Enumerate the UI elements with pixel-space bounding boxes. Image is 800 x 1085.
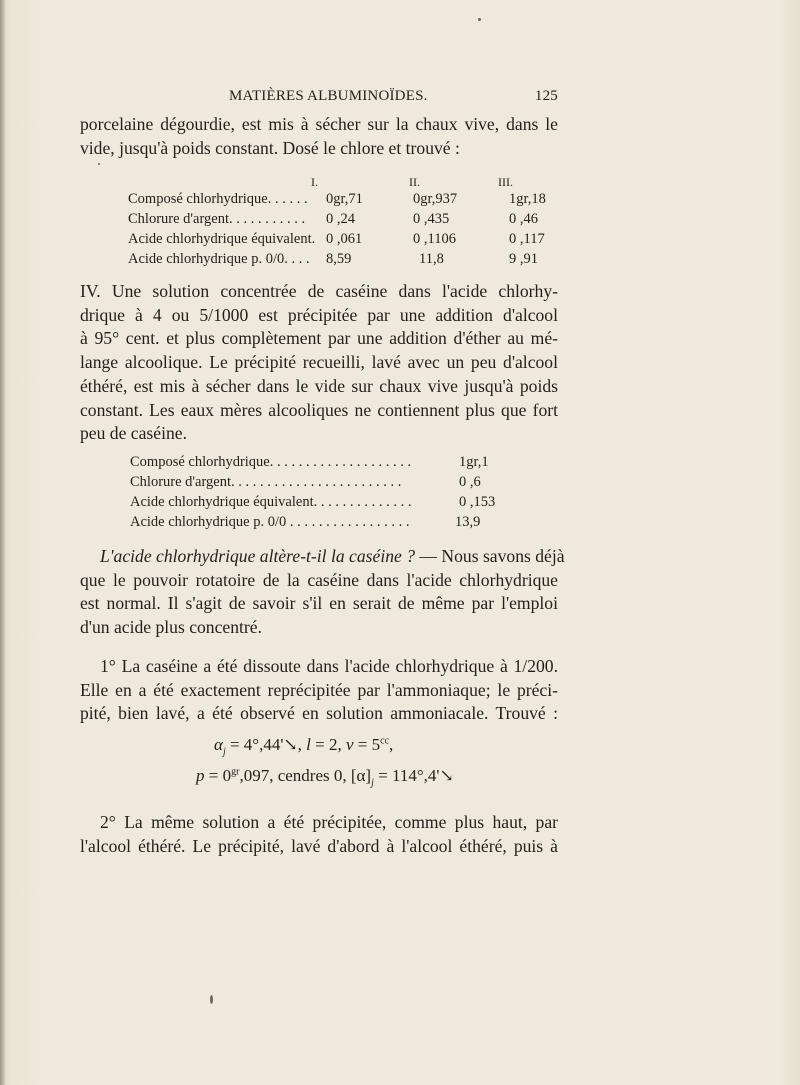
alpha-symbol: α bbox=[214, 735, 223, 754]
cell-value: 0gr,71 bbox=[326, 191, 363, 207]
text-line: peu de caséine. bbox=[80, 423, 187, 444]
row-label: Composé chlorhydrique. . . . . . bbox=[128, 191, 308, 207]
column-header: III. bbox=[498, 175, 513, 189]
rotation-value: = 114°,4'↘ bbox=[373, 766, 454, 785]
text-line: 1° La caséine a été dissoute dans l'acide chlorhydrique à 1/200. bbox=[100, 656, 558, 676]
page-spine-shadow bbox=[0, 0, 5, 1085]
text-line: éthéré, est mis à sécher dans le vide sur chaux vive jusqu'à poids bbox=[80, 375, 558, 396]
cell-value: 0 ,117 bbox=[509, 231, 545, 247]
paper-speck bbox=[98, 163, 100, 165]
weight-rest: ,097, cendres 0, bbox=[239, 766, 351, 785]
cell-value: 0 ,153 bbox=[459, 494, 496, 510]
italic-question: L'acide chlorhydrique altère-t-il la caséine ? bbox=[100, 546, 416, 566]
cell-value: 11,8 bbox=[419, 251, 444, 267]
row-label: Acide chlorhydrique équivalent. bbox=[128, 231, 316, 247]
weight-symbol: p bbox=[196, 766, 205, 785]
cell-value: 9 ,91 bbox=[509, 251, 538, 267]
cell-value: 8,59 bbox=[326, 251, 352, 267]
table-row bbox=[130, 452, 489, 473]
text-line: porcelaine dégourdie, est mis à sécher sur la chaux vive, dans le bbox=[80, 114, 558, 134]
volume-unit: cc bbox=[380, 735, 390, 747]
cell-value: 0 ,24 bbox=[326, 211, 355, 227]
text-line: IV. Une solution concentrée de caséine dans l'acide chlorhy- bbox=[80, 281, 558, 301]
row-label: Acide chlorhydrique équivalent. . . . . . . . . . . . . . bbox=[130, 494, 412, 510]
length-symbol: l bbox=[306, 735, 311, 754]
running-title: MATIÈRES ALBUMINOÏDES. bbox=[229, 88, 428, 104]
row-label: Composé chlorhydrique. . . . . . . . . . . . . . . . . . . . bbox=[130, 454, 412, 470]
text-line: vide, jusqu'à poids constant. Dosé le chlore et trouvé : bbox=[80, 137, 460, 158]
table-row bbox=[130, 472, 481, 493]
paper-speck bbox=[478, 18, 481, 21]
text-line: constant. Les eaux mères alcooliques ne contiennent plus que fort bbox=[80, 399, 558, 420]
cell-value: 0 ,46 bbox=[509, 211, 538, 227]
text-line: 2° La même solution a été précipitée, comme plus haut, par bbox=[100, 812, 558, 832]
volume-value: = 5 bbox=[353, 735, 381, 754]
paper-speck bbox=[210, 995, 213, 1004]
paragraph-two bbox=[80, 811, 558, 858]
text-line bbox=[80, 545, 565, 569]
paragraph-question bbox=[80, 545, 565, 640]
column-header: II. bbox=[409, 175, 420, 189]
cell-value: 0 ,1106 bbox=[413, 231, 456, 247]
cell-value: 0gr,937 bbox=[413, 191, 458, 207]
alpha-value: = 4°,44'↘, bbox=[225, 735, 302, 754]
table-row bbox=[130, 492, 496, 513]
text-line: d'un acide plus concentré. bbox=[80, 617, 262, 638]
cell-value: 0 ,6 bbox=[459, 474, 481, 490]
column-header: I. bbox=[311, 175, 318, 189]
length-value: = 2, bbox=[310, 735, 346, 754]
cell-value: 1gr,18 bbox=[509, 191, 546, 207]
weight-value: = 0 bbox=[204, 766, 232, 785]
text-line: Elle en a été exactement reprécipitée par l'ammoniaque; le préci- bbox=[80, 679, 558, 700]
paragraph-intro bbox=[80, 113, 558, 160]
row-label: Acide chlorhydrique p. 0/0 . . . . . . . . . . . . . . . . . bbox=[130, 514, 410, 530]
paragraph-one bbox=[80, 655, 558, 726]
row-label: Chlorure d'argent. . . . . . . . . . . . . . . . . . . . . . . . bbox=[130, 474, 402, 490]
text-line: drique à 4 ou 5/1000 est précipitée par une addition d'alcool bbox=[80, 304, 558, 325]
formula-tail: , bbox=[389, 735, 394, 754]
text-line: à 95° cent. et plus complètement par une addition d'éther au mé- bbox=[80, 328, 558, 349]
volume-symbol: v bbox=[346, 735, 354, 754]
rotation-subscript: j bbox=[371, 777, 374, 789]
page-number: 125 bbox=[534, 88, 558, 104]
text-line: l'alcool éthéré. Le précipité, lavé d'abord à l'alcool éthéré, puis à bbox=[80, 835, 558, 856]
text-line: est normal. Il s'agit de savoir s'il en serait de même par l'emploi bbox=[80, 593, 558, 614]
row-label: Chlorure d'argent. . . . . . . . . . . bbox=[128, 211, 306, 227]
rotation-formula bbox=[214, 735, 394, 758]
text-line: pité, bien lavé, a été observé en solution ammoniacale. Trouvé : bbox=[80, 703, 558, 724]
weight-unit: gr bbox=[231, 766, 240, 778]
specific-rotation-formula bbox=[196, 766, 454, 789]
alpha-subscript: j bbox=[222, 746, 226, 758]
cell-value: 0 ,435 bbox=[413, 211, 450, 227]
text-line: lange alcoolique. Le précipité recueilli, lavé avec un peu d'alcool bbox=[80, 352, 558, 373]
running-head bbox=[80, 88, 560, 110]
paragraph-iv bbox=[80, 280, 558, 446]
cell-value: 0 ,061 bbox=[326, 231, 363, 247]
rotation-symbol: [α] bbox=[350, 766, 372, 785]
table-row bbox=[130, 512, 481, 533]
text-fragment: — Nous savons déjà bbox=[415, 546, 565, 566]
cell-value: 13,9 bbox=[455, 514, 481, 530]
text-line: que le pouvoir rotatoire de la caséine dans l'acide chlorhydrique bbox=[80, 569, 558, 590]
cell-value: 1gr,1 bbox=[459, 454, 489, 470]
row-label: Acide chlorhydrique p. 0/0. . . . bbox=[128, 251, 310, 267]
